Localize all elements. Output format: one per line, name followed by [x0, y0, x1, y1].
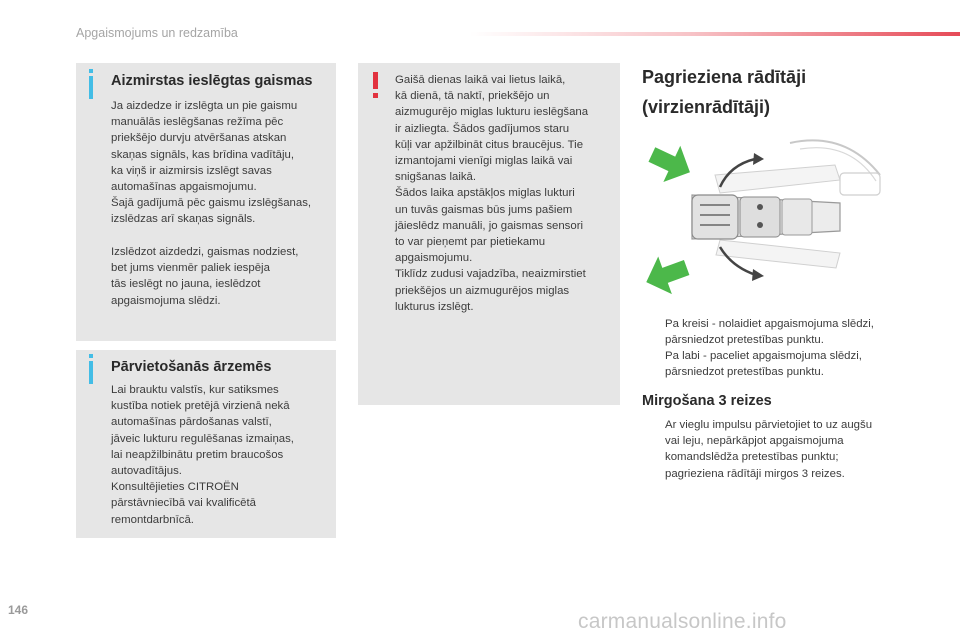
subsection-heading: Mirgošana 3 reizes: [642, 393, 772, 409]
section-heading: Pagrieziena rādītāji (virzienrādītāji): [642, 67, 807, 117]
page-number: 146: [8, 603, 29, 617]
left-turn-green-arrow: [640, 249, 694, 300]
info-icon: [89, 76, 93, 99]
right-turn-green-arrow: [643, 136, 698, 190]
warning-paragraph: Gaišā dienas laikā vai lietus laikā, kā dienā, tā naktī, priekšējo un aizmugurējo miglas lukturu ieslēgšana ir aizliegta. Šādos gadījumos staru kūļi var apžilbināt citus braucējus. Tie izmantojami vienīgi miglas laikā vai snigšanas laikā. Šādos laika apstākļos miglas lukturi un tuvās gaismas būs jums pašiem jāieslēdz manuāli, jo gaismas sensori to var pieņemt par pietiekamu apgaismojumu. Tiklīdz zudusi vajadzība, neaizmirstiet priekšējos un aizmugurējos miglas lukturus izslēgt.: [395, 74, 589, 313]
box-heading: Pārvietošanās ārzemēs: [111, 359, 272, 375]
warning-icon: [373, 72, 378, 89]
header-accent-bar: [470, 32, 960, 36]
box-paragraph: Izslēdzot aizdedzi, gaismas nodziest, bet jums vienmēr paliek iespēja tās ieslēgt no jauna, ieslēdzot apgaismojuma slēdzi.: [111, 246, 299, 307]
list-item: Pa labi - paceliet apgaismojuma slēdzi, pārsniedzot pretestības punktu.: [665, 350, 862, 379]
indicator-stalk-diagram: [640, 135, 890, 300]
box-paragraph: Ja aizdedze ir izslēgta un pie gaismu manuālās ieslēgšanas režīma pēc priekšējo durvju atvēršanas atskan skaņas signāls, kas brīdina vadītāju, ka viņš ir aizmirsis izslēgt savas automašīnas apgaismojumu. Šajā gadījumā pēc gaismu izslēgšanas, izslēdzas arī skaņas signāls.: [111, 100, 312, 226]
page-header-title: Apgaismojums un redzamība: [76, 26, 238, 40]
list-item: Pa kreisi - nolaidiet apgaismojuma slēdzi, pārsniedzot pretestības punktu.: [665, 318, 874, 347]
list-item: Ar vieglu impulsu pārvietojiet to uz augšu vai leju, nepārkāpjot apgaismojuma komandslēdža pretestības punktu; pagrieziena rādītāji mirgos 3 reizes.: [665, 419, 873, 480]
stalk-illustration: [640, 135, 890, 300]
box-heading: Aizmirstas ieslēgtas gaismas: [111, 73, 313, 89]
info-icon: [89, 361, 93, 384]
watermark: carmanualsonline.info: [578, 610, 787, 633]
box-paragraph: Lai brauktu valstīs, kur satiksmes kustība notiek pretējā virzienā nekā automašīnas pārdošanas valstī, jāveic lukturu regulēšanas izmaiņas, lai neapžilbinātu pretim braucošos autovadītājus. Konsultējieties CITROËN pārstāvniecībā vai kvalificētā remontdarbnīcā.: [111, 384, 294, 526]
